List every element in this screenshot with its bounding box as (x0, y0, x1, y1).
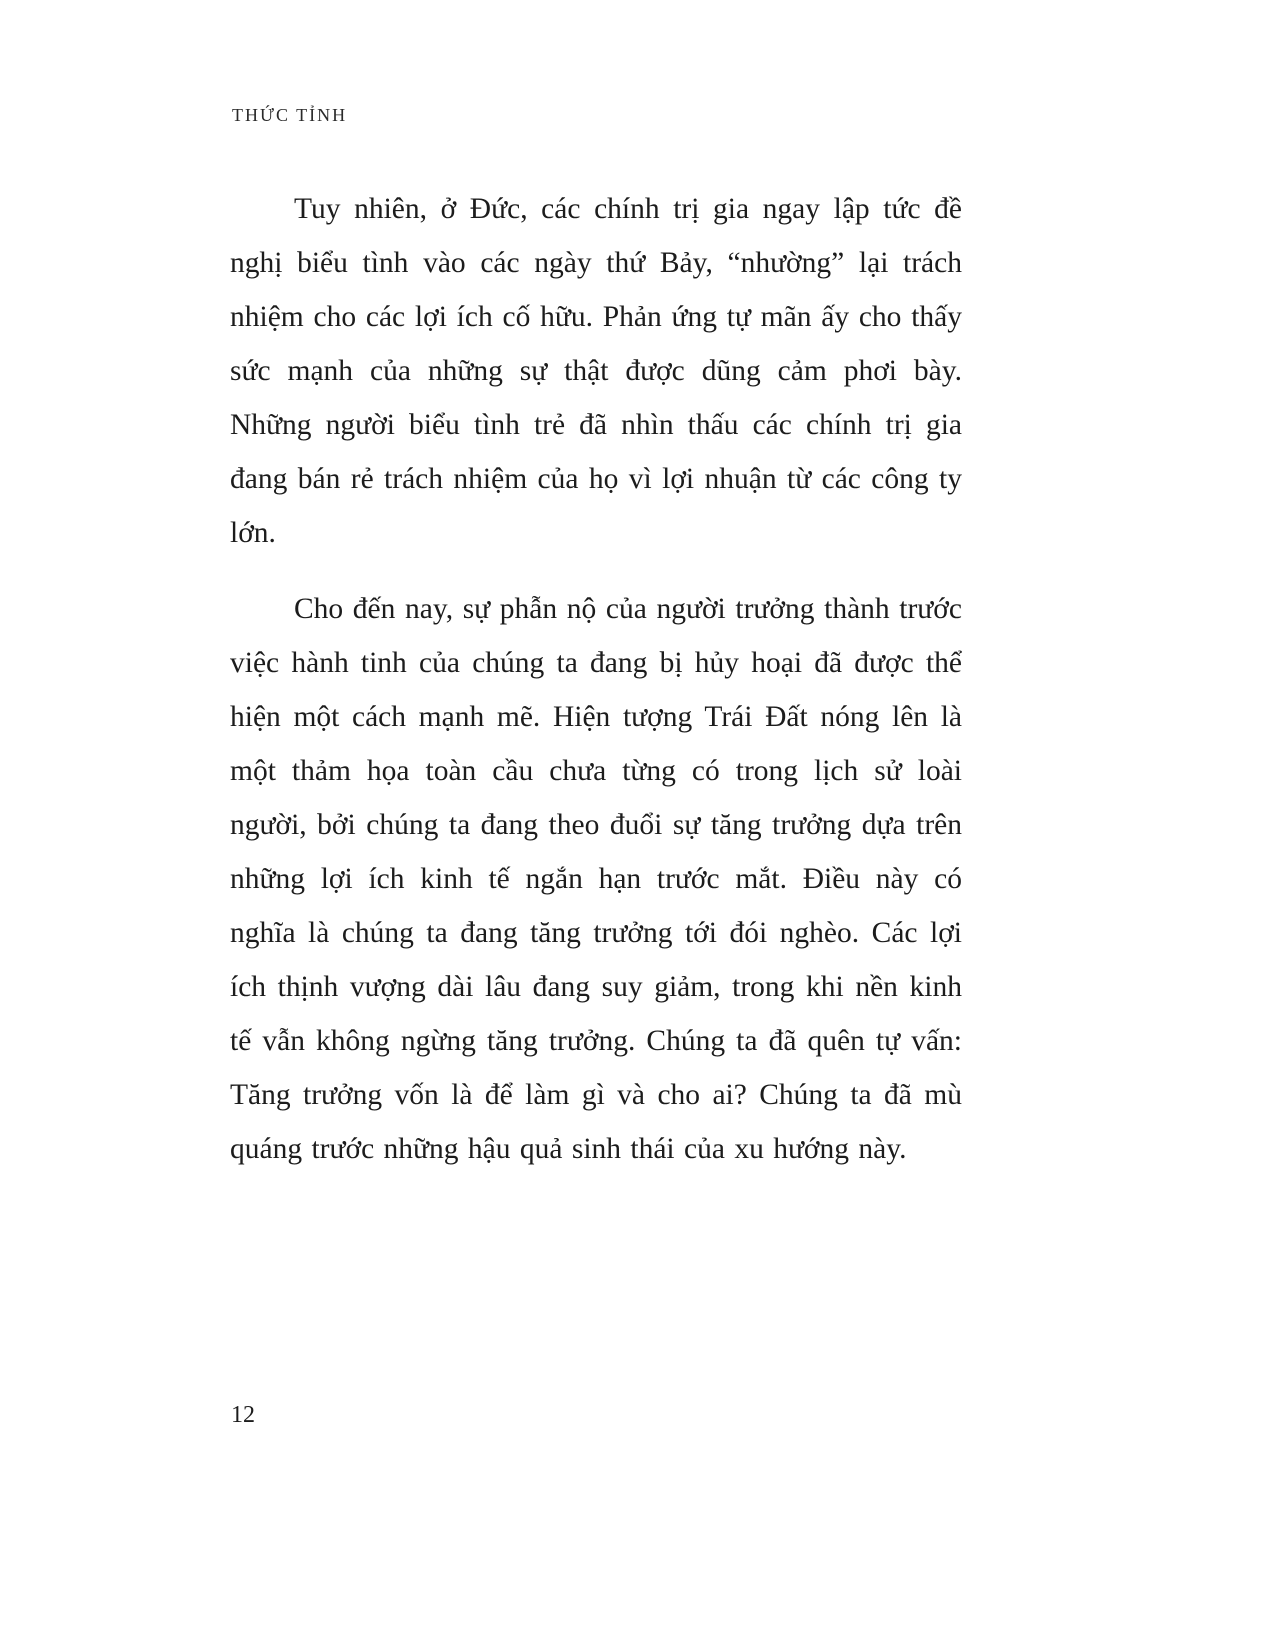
body-text (230, 182, 962, 1198)
page-number: 12 (231, 1402, 255, 1428)
running-header: THỨC TỈNH (232, 105, 348, 125)
paragraph: Cho đến nay, sự phẫn nộ của người trưởng thành trước việc hành tinh của chúng ta đang bị hủy hoại đã được thể hiện một cách mạnh mẽ. Hiện tượng Trái Đất nóng lên là một thảm họa toàn cầu chưa từng có trong lịch sử loài người, bởi chúng ta đang theo đuổi sự tăng trưởng dựa trên những lợi ích kinh tế ngắn hạn trước mắt. Điều này có nghĩa là chúng ta đang tăng trưởng tới đói nghèo. Các lợi ích thịnh vượng dài lâu đang suy giảm, trong khi nền kinh tế vẫn không ngừng tăng trưởng. Chúng ta đã quên tự vấn: Tăng trưởng vốn là để làm gì và cho ai? Chúng ta đã mù quáng trước những hậu quả sinh thái của xu hướng này. (230, 593, 962, 1165)
paragraph: Tuy nhiên, ở Đức, các chính trị gia ngay lập tức đề nghị biểu tình vào các ngày thứ Bảy, “nhường” lại trách nhiệm cho các lợi ích cố hữu. Phản ứng tự mãn ấy cho thấy sức mạnh của những sự thật được dũng cảm phơi bày. Những người biểu tình trẻ đã nhìn thấu các chính trị gia đang bán rẻ trách nhiệm của họ vì lợi nhuận từ các công ty lớn. (230, 193, 962, 549)
